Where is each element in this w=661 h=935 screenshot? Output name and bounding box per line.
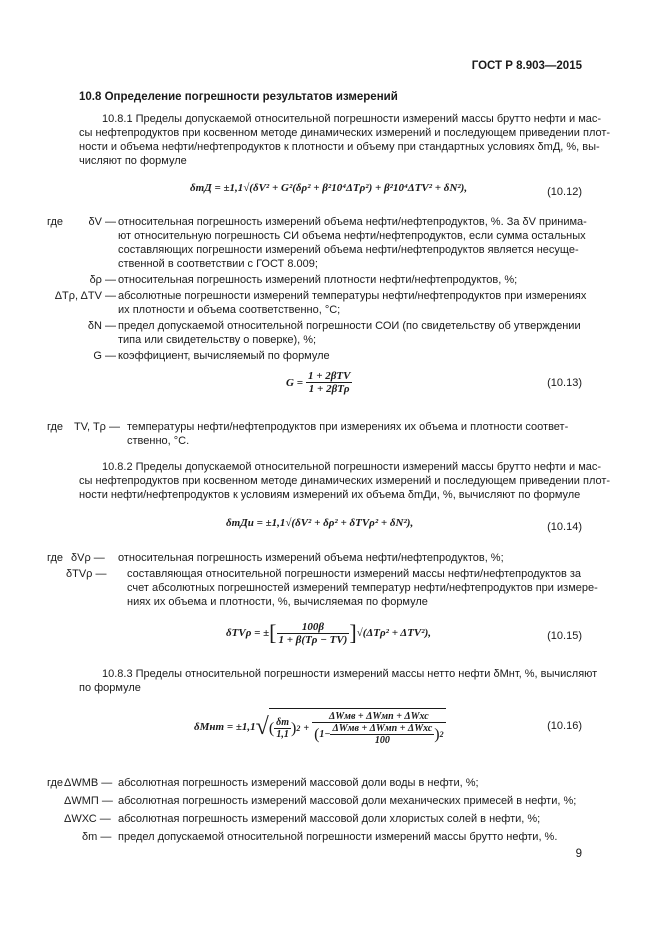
bracket-left: [ [269, 620, 277, 645]
def-line: ют относительную погрешность СИ объема нефти/нефтепродуктов, если сумма остальных [118, 230, 586, 242]
p3-line2: по формуле [79, 682, 141, 694]
def-line: их плотности и объема соответственно, °С; [118, 304, 341, 316]
def-line: составляющая относительной погрешности измерений массы нефти/нефтепродуктов за [127, 568, 582, 580]
def-line: абсолютная погрешность измерений массовой доли воды в нефти, %; [118, 777, 479, 789]
eq5-radicand: ( $\frac{\delta m}{1,1}$ ) 2 + ΔWмв + ΔWмп + ΔWхс ( 1− $\frac{\text{ΔWмв + ΔWмп + ΔWхс}}{100}$ ) 2 [269, 708, 446, 746]
p1-line3: ности и объема нефти/нефтепродуктов к плотности и объему при стандартных условиях δmД, %, вы- [79, 141, 600, 153]
p2-line2: сы нефтепродуктов при косвенном методе динамических измерений и последующем приведении плот- [79, 475, 611, 487]
eq2-denominator: 1 + 2βTρ [308, 383, 350, 395]
eq4-lhs: δTVρ = ± [226, 627, 270, 639]
eq4-numerator: 100β [277, 621, 350, 634]
eq5-b-den-num: ΔWмв + ΔWмп + ΔWхс [332, 723, 433, 734]
where-label-1: где [47, 216, 64, 228]
page-number: 9 [575, 848, 582, 860]
def-symbol: δTVρ — [66, 568, 107, 580]
p3-line1: 10.8.3 Пределы относительной погрешности измерений массы нетто нефти δMнт, %, вычисляют [102, 668, 598, 680]
def-line: ственной в соответствии с ГОСТ 8.009; [118, 258, 318, 270]
def-symbol: δVρ — [71, 552, 105, 564]
def-line: абсолютные погрешности измерений температуры нефти/нефтепродуктов при измерениях [118, 290, 587, 302]
eq5-b-num: ΔWмв + ΔWмп + ΔWхс [312, 711, 446, 723]
equation-10-12: δmД = ±1,1√(δV² + G²(δρ² + β²10⁴ΔTρ²) + β²10⁴ΔTV² + δN²), [190, 182, 468, 194]
section-title: 10.8 Определение погрешности результатов измерений [79, 91, 398, 103]
equation-number-10-16: (10.16) [547, 720, 582, 732]
def-line: ниях их объема и плотности, %, вычисляемая по формуле [127, 596, 428, 608]
def-line: предел допускаемой относительной погрешности СОИ (по свидетельству об утверждении [118, 320, 581, 332]
def-symbol: δN — [87, 320, 116, 332]
def-line: относительная погрешность измерений объема нефти/нефтепродуктов, %. За δV принима- [118, 216, 587, 228]
p1-line1: 10.8.1 Пределы допускаемой относительной погрешности измерений массы брутто нефти и мас- [102, 113, 602, 125]
where-label-4: где [47, 777, 64, 789]
def-line: составляющих погрешности измерений объема нефти/нефтепродуктов является несуще- [118, 244, 579, 256]
equation-number-10-12: (10.12) [547, 186, 582, 198]
bracket-right: ] [349, 620, 357, 645]
def-line: счет абсолютных погрешностей измерений температур нефти/нефтепродуктов при измере- [127, 582, 598, 594]
p1-line4: числяют по формуле [79, 155, 187, 167]
p2-line3: ности нефти/нефтепродуктов к условиям измерений их объема δmДи, %, вычисляют по формуле [79, 489, 581, 501]
def-line: относительная погрешность измерений объема нефти/нефтепродуктов, %; [118, 552, 504, 564]
def-symbol: ΔTρ, ΔTV — [54, 290, 116, 302]
where-label-3: где [47, 552, 64, 564]
equation-10-14: δmДи = ±1,1√(δV² + δρ² + δTVρ² + δN²), [226, 517, 414, 529]
eq5-a-den: 1,1 [276, 729, 289, 740]
def-line: коэффициент, вычисляемый по формуле [118, 350, 330, 362]
def-symbol: ΔWМВ — [64, 777, 113, 789]
eq2-numerator: 1 + 2βTV [307, 370, 351, 382]
equation-10-13 [286, 370, 352, 395]
def-symbol: δV — [88, 216, 116, 228]
equation-10-15 [226, 620, 431, 646]
def-line: абсолютная погрешность измерений массовой доли хлористых солей в нефти, %; [118, 813, 541, 825]
def-line: типа или свидетельству о поверке), %; [118, 334, 317, 346]
def-line: предел допускаемой относительной погрешности измерений массы брутто нефти, %. [118, 831, 558, 843]
equation-number-10-13: (10.13) [547, 377, 582, 389]
eq4-radical: √(ΔTρ² + ΔTV²), [356, 627, 431, 639]
equation-number-10-14: (10.14) [547, 521, 582, 533]
sqrt-sign: √ [255, 713, 269, 740]
eq5-a-num: δm [276, 717, 290, 728]
eq4-denominator: 1 + β(Tρ − TV) [278, 633, 348, 646]
def-symbol: G — [93, 350, 116, 362]
def-line: относительная погрешность измерений плотности нефти/нефтепродуктов, %; [118, 274, 518, 286]
def-symbol: δρ — [89, 274, 116, 286]
def-line: температуры нефти/нефтепродуктов при измерениях их объема и плотности соответ- [127, 421, 569, 433]
where-label-2: где [47, 421, 64, 433]
def-symbol: δm — [82, 831, 112, 843]
def-symbol: ΔWМП — [64, 795, 113, 807]
def-line: абсолютная погрешность измерений массовой доли механических примесей в нефти, %; [118, 795, 577, 807]
def-symbol: TV, Tρ — [74, 421, 120, 433]
eq5-b-den-den: 100 [374, 735, 390, 746]
eq5-lhs: δMнт = ±1,1 [194, 721, 256, 733]
equation-10-16 [194, 708, 446, 746]
standard-header: ГОСТ Р 8.903—2015 [471, 60, 582, 72]
equation-number-10-15: (10.15) [547, 630, 582, 642]
p1-line2: сы нефтепродуктов при косвенном методе динамических измерений и последующем приведении плот- [79, 127, 611, 139]
def-symbol: ΔWХС — [64, 813, 111, 825]
eq2-lhs: G = [286, 376, 303, 389]
p2-line1: 10.8.2 Пределы допускаемой относительной погрешности измерений массы брутто нефти и мас- [102, 461, 602, 473]
def-line: ственно, °С. [127, 435, 190, 447]
